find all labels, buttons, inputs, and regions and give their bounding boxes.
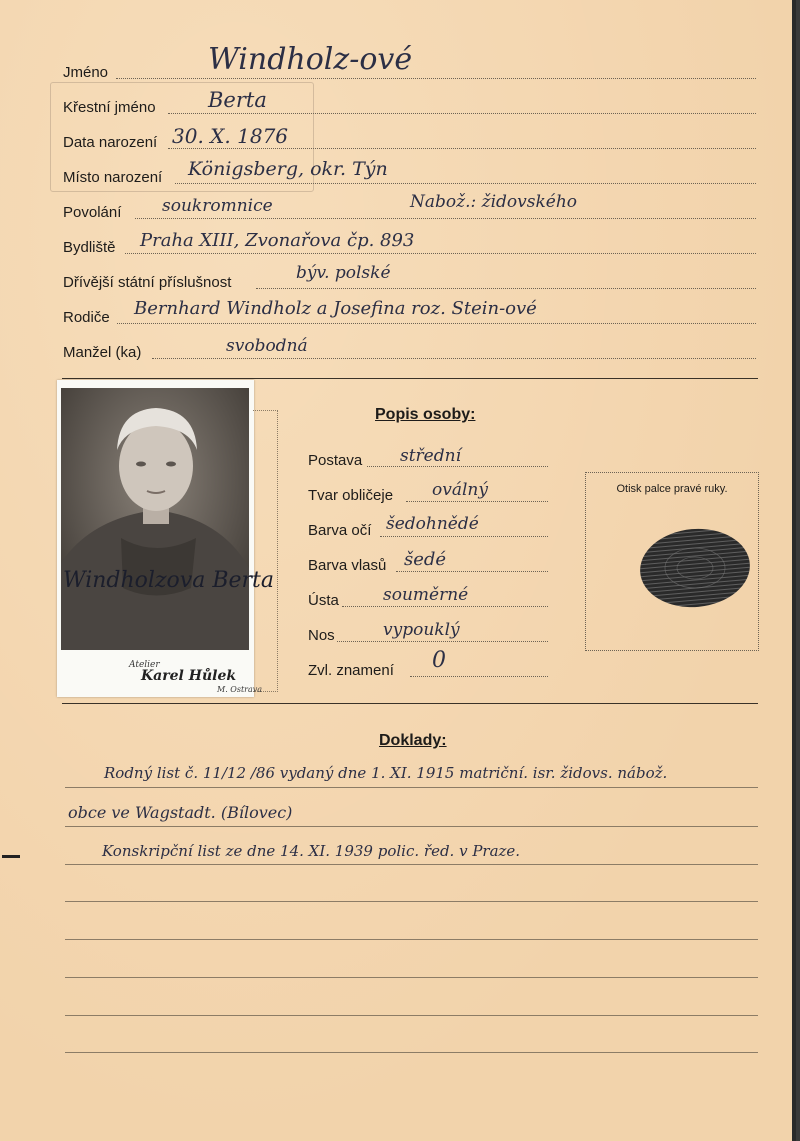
dotted-line (380, 536, 548, 537)
value-stature: střední (400, 446, 462, 466)
label-mouth: Ústa (308, 592, 339, 609)
label-parents: Rodiče (63, 309, 110, 326)
value-face-shape: oválný (432, 480, 488, 500)
document-line-3: Konskripční list ze dne 14. XI. 1939 polic. řed. v Praze. (102, 842, 521, 860)
photo-frame-outline (253, 410, 278, 692)
photo-signature: Windholzova Berta (63, 568, 274, 593)
value-nose: vypouklý (383, 620, 460, 640)
dotted-line (168, 148, 756, 149)
label-former-citizenship: Dřívější státní příslušnost (63, 274, 232, 291)
dotted-line (410, 676, 548, 677)
value-birth-date: 30. X. 1876 (172, 124, 289, 148)
page-edge (792, 0, 796, 1141)
ruled-line (65, 826, 758, 827)
ruled-line (65, 977, 758, 978)
value-surname: Windholz-ové (208, 42, 413, 77)
ruled-line (65, 787, 758, 788)
ruled-line (65, 1015, 758, 1016)
studio-label: Atelier (129, 660, 160, 670)
margin-mark (2, 855, 20, 858)
value-religion: Nabož.: židovského (410, 192, 578, 212)
portrait-photo (57, 380, 274, 697)
dotted-line (396, 571, 548, 572)
label-face-shape: Tvar obličeje (308, 487, 394, 504)
ruled-line (65, 864, 758, 865)
value-former-citizenship: býv. polské (296, 263, 391, 283)
dotted-line (367, 466, 548, 467)
dotted-line (125, 253, 756, 254)
dotted-line (256, 288, 756, 289)
value-first-name: Berta (208, 88, 267, 112)
dotted-line (116, 78, 756, 79)
dotted-line (152, 358, 756, 359)
section-divider (62, 378, 758, 379)
label-spouse: Manžel (ka) (63, 344, 142, 361)
ruled-line (65, 1052, 758, 1053)
label-nose: Nos (308, 627, 335, 644)
label-eye-color: Barva očí (308, 522, 372, 539)
label-first-name: Křestní jméno (63, 99, 156, 116)
value-eye-color: šedohnědé (386, 514, 479, 534)
document-line-1: Rodný list č. 11/12 /86 vydaný dne 1. XI. 1915 matriční. isr. židovs. nábož. (104, 764, 668, 782)
portrait-image (61, 388, 274, 650)
dotted-line (168, 113, 756, 114)
studio-name: Karel Hůlek (141, 668, 237, 684)
label-occupation: Povolání (63, 204, 122, 221)
dotted-line (117, 323, 756, 324)
label-birth-place: Místo narození (63, 169, 163, 186)
value-birth-place: Königsberg, okr. Týn (188, 158, 388, 180)
value-occupation: soukromnice (162, 196, 273, 216)
section-divider (62, 703, 758, 704)
label-hair-color: Barva vlasů (308, 557, 387, 574)
value-parents: Bernhard Windholz a Josefina roz. Stein-ové (134, 298, 537, 319)
value-spouse: svobodná (226, 336, 308, 356)
label-birth-date: Data narození (63, 134, 158, 151)
dotted-line (175, 183, 756, 184)
documents-heading: Doklady: (379, 732, 447, 749)
thumbprint-image (637, 526, 757, 610)
ruled-line (65, 901, 758, 902)
value-hair-color: šedé (404, 549, 447, 570)
value-mouth: souměrné (383, 585, 469, 605)
document-line-2: obce ve Wagstadt. (Bílovec) (68, 803, 293, 822)
dotted-line (337, 641, 548, 642)
label-stature: Postava (308, 452, 363, 469)
value-special-marks: 0 (432, 648, 446, 673)
dotted-line (342, 606, 548, 607)
description-heading: Popis osoby: (375, 406, 476, 423)
thumbprint-label: Otisk palce pravé ruky. (616, 483, 728, 495)
value-residence: Praha XIII, Zvonařova čp. 893 (140, 230, 415, 251)
dotted-line (406, 501, 548, 502)
studio-city: M. Ostrava (217, 685, 263, 694)
dotted-line (135, 218, 756, 219)
label-special-marks: Zvl. znamení (308, 662, 394, 679)
ruled-line (65, 939, 758, 940)
portrait-drawing (61, 388, 249, 650)
label-surname: Jméno (63, 64, 109, 81)
label-residence: Bydliště (63, 239, 116, 256)
